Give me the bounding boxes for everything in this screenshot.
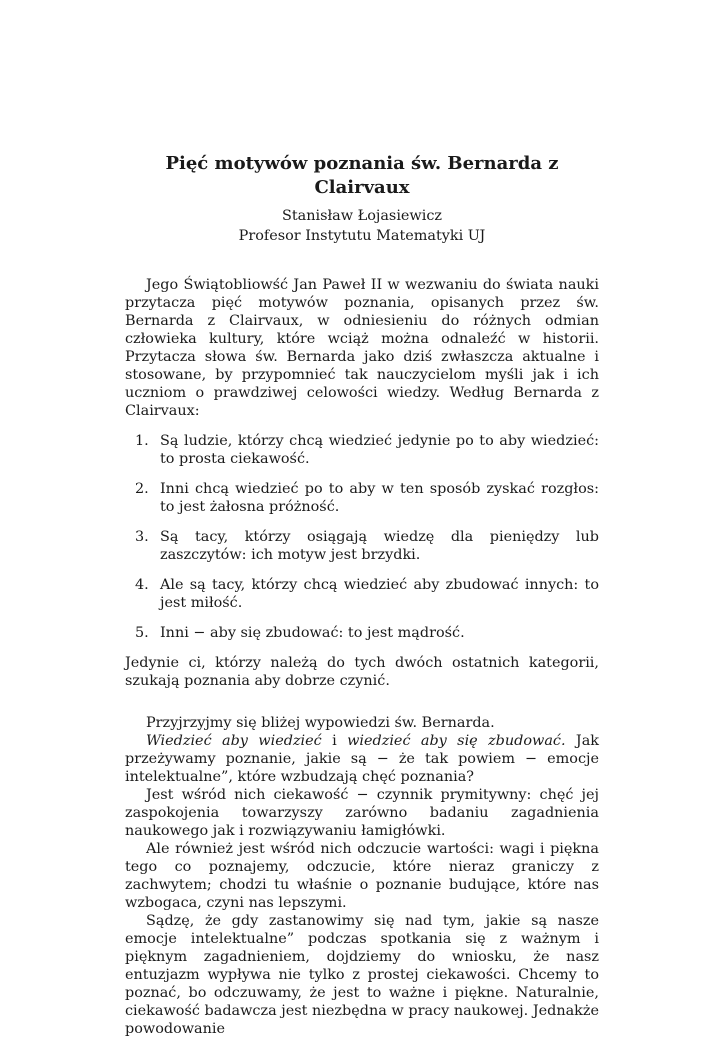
intro-paragraph: Jego Świątobliowść Jan Paweł II w wezwaniu do świata nauki przytacza pięć motywów poznania, opisanych przez św. Bernarda z Clairvaux, w odniesieniu do różnych odmian człowieka kultury, które wciąż można odnaleźć w historii. Przytacza słowa św. Bernarda jako dziś zwłaszcza aktualne i stosowane, by przypomnieć tak nauczycielom myśli jak i ich uczniom o prawdziwej celowości wiedzy. Według Bernarda z Clairvaux: [125,277,599,419]
list-item [125,432,599,468]
list-item [125,624,599,642]
list-item [125,576,599,612]
after-list-paragraph: Jedynie ci, którzy należą do tych dwóch ostatnich kategorii, szukają poznania aby dobrze czynić. [125,655,599,689]
paragraph-2 [125,732,599,786]
motives-list [125,432,599,642]
list-item [125,528,599,564]
document-title: Pięć motywów poznania św. Bernarda z Clairvaux [165,153,559,198]
list-item-text: Są tacy, którzy osiągają wiedzę dla pieniędzy lub zaszczytów: ich motyw jest brzydki. [160,529,599,563]
list-item-text: Inni − aby się zbudować: to jest mądrość. [160,625,465,641]
list-item-number: 1. [135,433,149,449]
author-affiliation: Profesor Instytutu Matematyki UJ [238,228,486,244]
paragraph-1: Przyjrzyjmy się bliżej wypowiedzi św. Bernarda. [146,715,495,731]
list-item-number: 2. [135,481,149,497]
list-item-number: 5. [135,625,149,641]
list-item-number: 3. [135,529,149,545]
list-item-text: Są ludzie, którzy chcą wiedzieć jedynie po to aby wiedzieć: to prosta ciekawość. [160,433,599,467]
author-name: Stanisław Łojasiewicz [281,208,442,224]
list-item [125,480,599,516]
paragraph-4: Ale również jest wśród nich odczucie wartości: wagi i piękna tego co poznajemy, odczucie, które nieraz graniczy z zachwytem; chodzi tu właśnie o poznanie budujące, które nas wzbogaca, czyni nas lepszymi. [125,841,599,911]
list-item-text: Inni chcą wiedzieć po to aby w ten sposób zyskać rozgłos: to jest żałosna próżność. [160,481,599,515]
list-item-number: 4. [135,577,149,593]
paragraph-2-rest: Jak przeżywamy poznanie, jakie są − że tak powiem − emocje intelektualne”, które wzbudzają chęć poznania? [125,733,599,785]
emphasis-2: wiedzieć aby się zbudować. [347,733,566,749]
emphasis-1: Wiedzieć aby wiedzieć [146,733,322,749]
list-item-text: Ale są tacy, którzy chcą wiedzieć aby zbudować innych: to jest miłość. [160,577,599,611]
document-page [125,152,599,1038]
paragraph-5: Sądzę, że gdy zastanowimy się nad tym, jakie są nasze emocje intelektualne” podczas spotkania się z ważnym i pięknym zagadnieniem, dojdziemy do wniosku, że nasz entuzjazm wypływa nie tylko z prostej ciekawości. Chcemy to poznać, bo odczuwamy, że jest to ważne i piękne. Naturalnie, ciekawość badawcza jest niezbędna w pracy naukowej. Jednakże powodowanie [125,913,599,1037]
paragraph-3: Jest wśród nich ciekawość − czynnik prymitywny: chęć jej zaspokojenia towarzyszy zarówno badaniu zagadnienia naukowego jak i rozwiązywaniu łamigłówki. [125,787,599,839]
paragraph-2-mid: i [321,733,348,749]
